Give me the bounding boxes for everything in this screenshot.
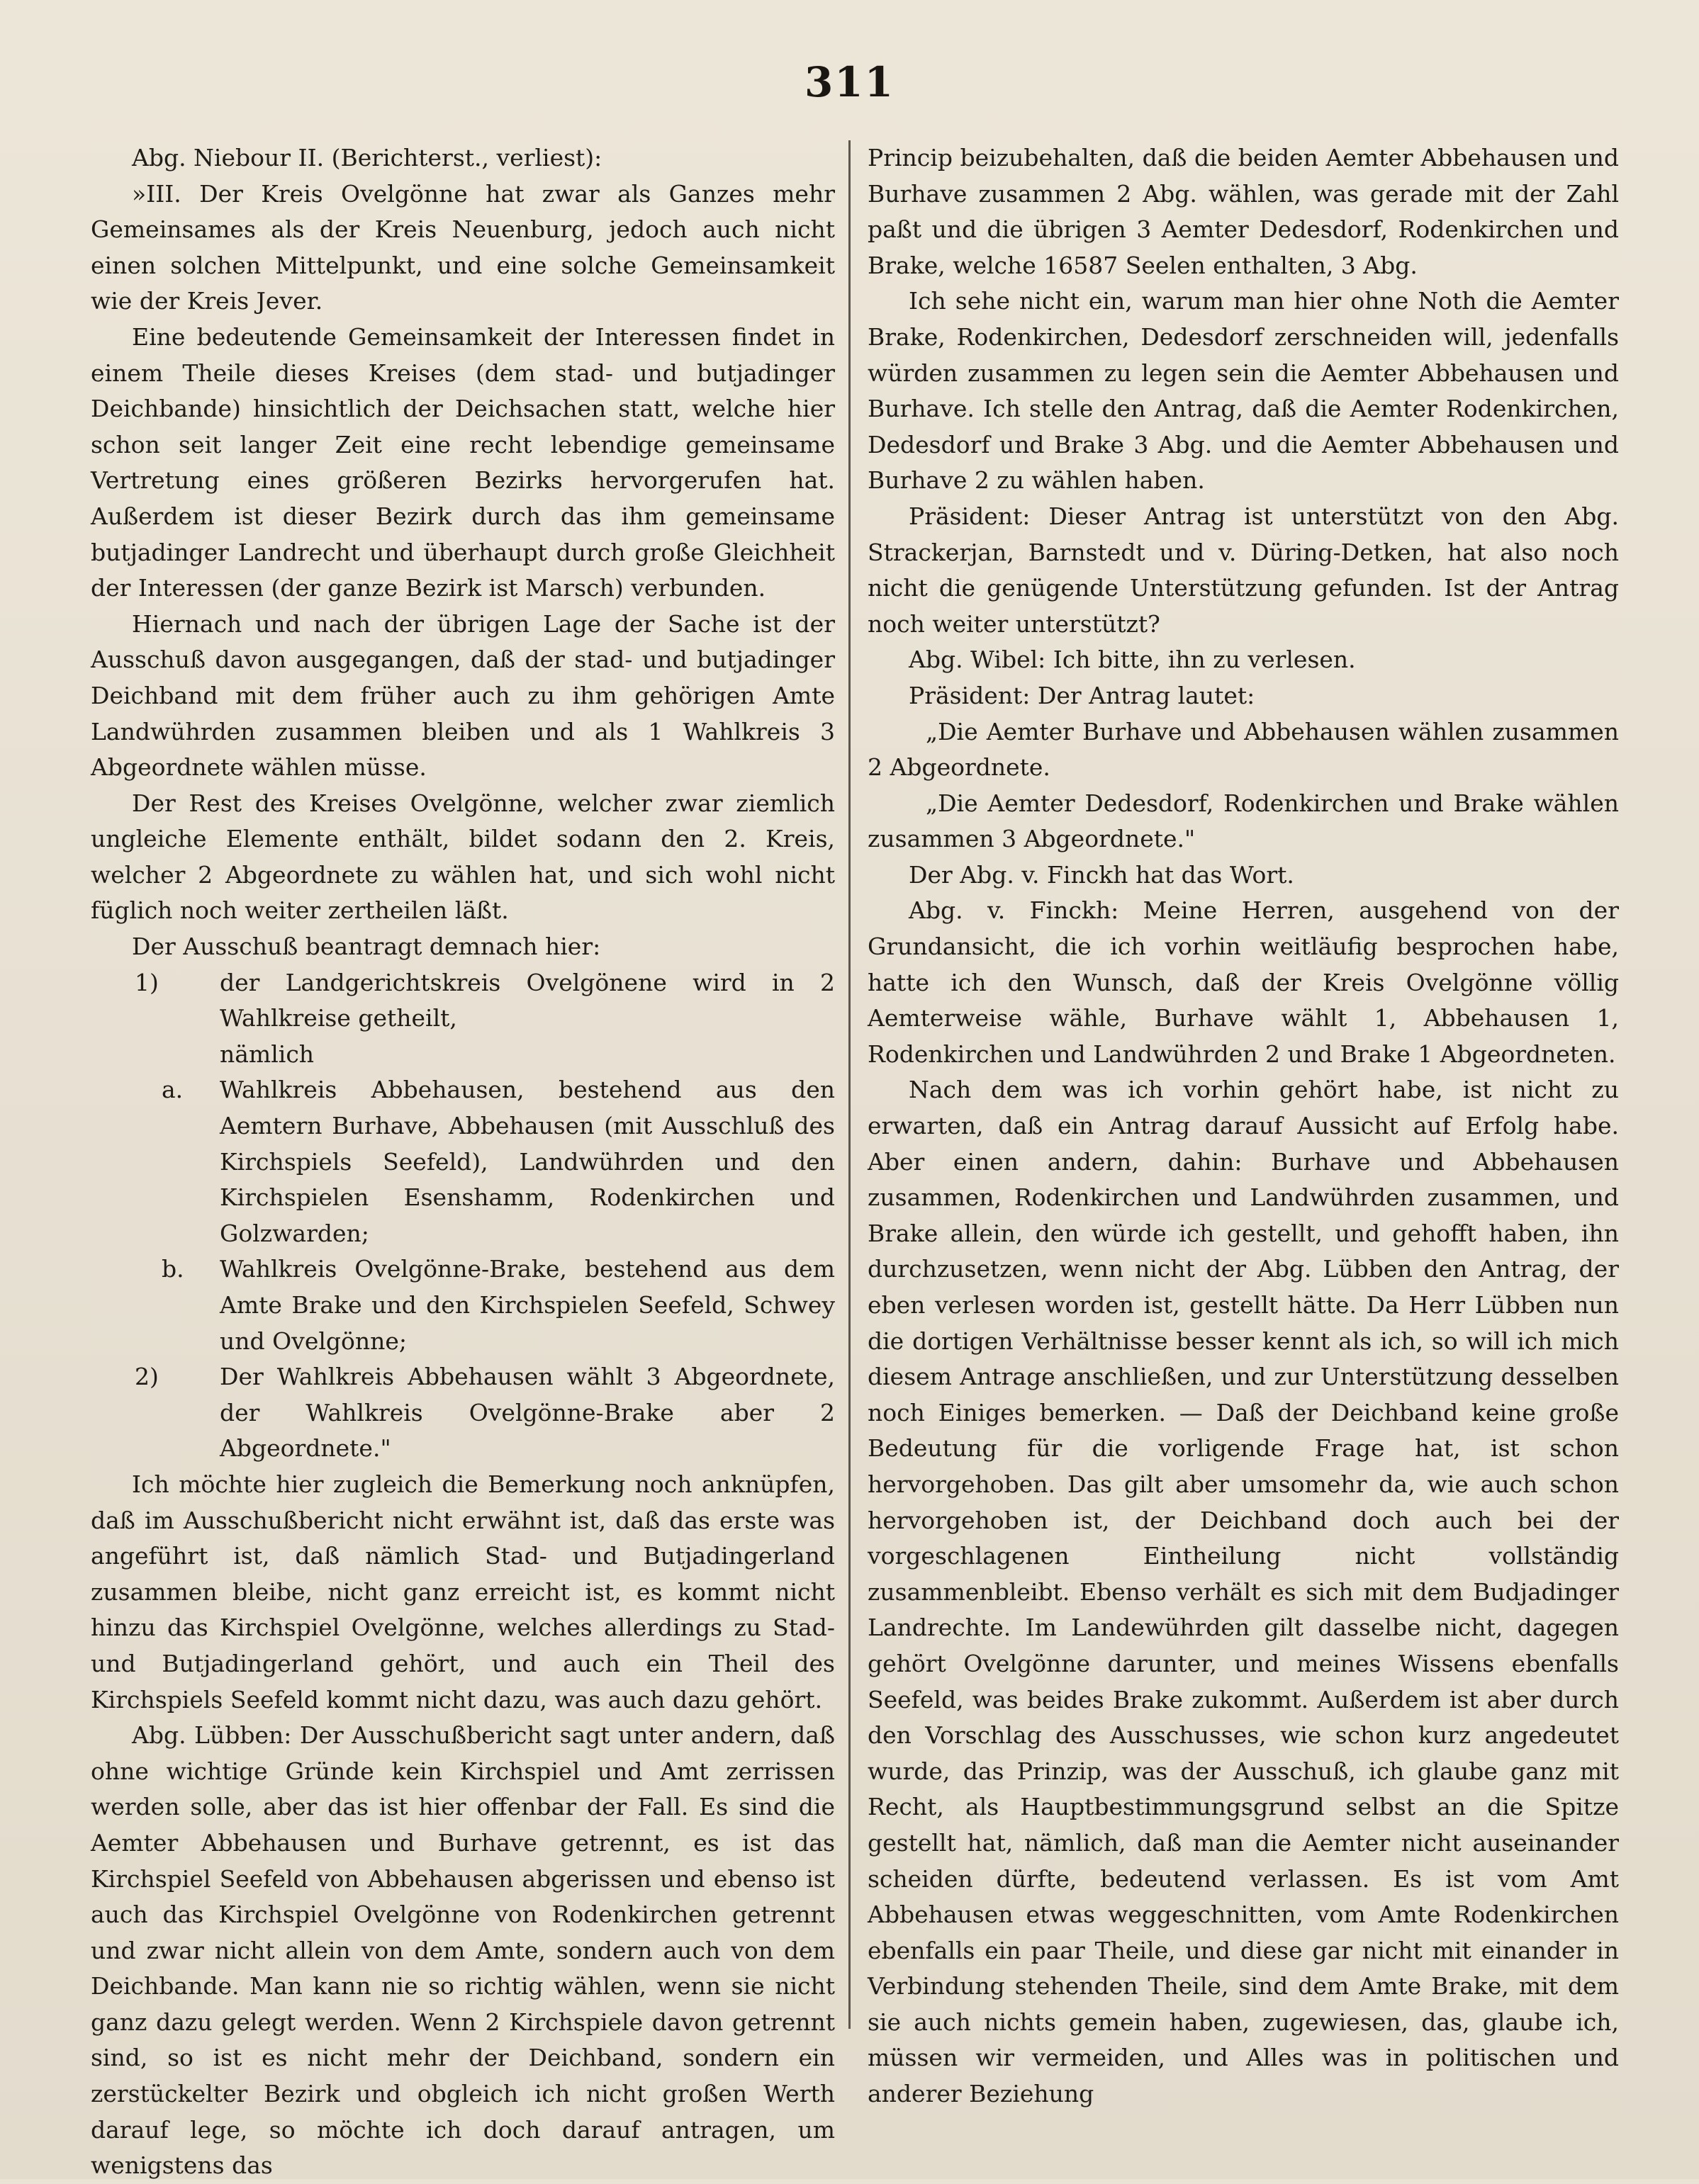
list-item xyxy=(91,1072,835,1251)
list-item xyxy=(91,1251,835,1359)
column-divider xyxy=(848,140,851,2029)
paragraph: Der Ausschuß beantragt demnach hier: xyxy=(132,933,601,961)
paragraph: Abg. Lübben: Der Ausschußbericht sagt unter andern, daß ohne wichtige Gründe kein Kirchspiel und Amt zerrissen werden solle, aber das ist hier offenbar der Fall. Es sind die Aemter Abbehausen und Burhave getrennt, es ist das Kirchspiel Seefeld von Abbehausen abgerissen und ebenso ist auch das Kirchspiel Ovelgönne von Rodenkirchen getrennt und zwar nicht allein von dem Amte, sondern auch von dem Deichbande. Man kann nie so richtig wählen, wenn sie nicht ganz dazu gelegt werden. Wenn 2 Kirchspiele davon getrennt sind, so ist es nicht mehr der Deichband, sondern ein zerstückelter Bezirk und obgleich ich nicht großen Werth darauf lege, so möchte ich doch darauf antragen, um wenigstens das xyxy=(91,1721,835,2180)
paragraph: Ich sehe nicht ein, warum man hier ohne Noth die Aemter Brake, Rodenkirchen, Dedesdorf zerschneiden will, jedenfalls würden zusammen zu legen sein die Aemter Abbehausen und Burhave. Ich stelle den Antrag, daß die Aemter Rodenkirchen, Dedesdorf und Brake 3 Abg. und die Aemter Abbehausen und Burhave 2 zu wählen haben. xyxy=(868,287,1619,495)
paragraph: »III. Der Kreis Ovelgönne hat zwar als Ganzes mehr Gemeinsames als der Kreis Neuenburg, jedoch auch nicht einen solchen Mittelpunkt, und eine solche Gemeinsamkeit wie der Kreis Jever. xyxy=(91,179,835,315)
quoted-motion: „Die Aemter Dedesdorf, Rodenkirchen und Brake wählen zusammen 3 Abgeordnete." xyxy=(868,789,1619,853)
list-marker: a. xyxy=(162,1076,184,1104)
paragraph: Eine bedeutende Gemeinsamkeit der Interessen findet in einem Theile dieses Kreises (dem stad- und butjadinger Deichbande) hinsichtlich der Deichsachen statt, welche hier schon seit langer Zeit eine recht lebendige gemeinsame Vertretung eines größeren Bezirks hervorgerufen hat. Außerdem ist dieser Bezirk durch das ihm gemeinsame butjadinger Landrecht und überhaupt durch große Gleichheit der Interessen (der ganze Bezirk ist Marsch) verbunden. xyxy=(91,322,835,602)
list-item-text: der Landgerichtskreis Ovelgönene wird in 2 Wahlkreise getheilt, xyxy=(220,968,835,1032)
paragraph: Ich möchte hier zugleich die Bemerkung noch anknüpfen, daß im Ausschußbericht nicht erwähnt ist, daß das erste was angeführt ist, daß nämlich Stad- und Butjadingerland zusammen bleibe, nicht ganz erreicht ist, es kommt nicht hinzu das Kirchspiel Ovelgönne, welches allerdings zu Stad- und Butjadingerland gehört, und auch ein Theil des Kirchspiels Seefeld kommt nicht dazu, was auch dazu gehört. xyxy=(91,1470,835,1713)
list-marker: 1) xyxy=(135,968,159,996)
quoted-motion: „Die Aemter Burhave und Abbehausen wählen zusammen 2 Abgeordnete. xyxy=(868,717,1619,782)
paragraph: Princip beizubehalten, daß die beiden Aemter Abbehausen und Burhave zusammen 2 Abg. wählen, was gerade mit der Zahl paßt und die übrigen 3 Aemter Dedesdorf, Rodenkirchen und Brake, welche 16587 Seelen enthalten, 3 Abg. xyxy=(868,144,1619,279)
paragraph: Der Abg. v. Finckh hat das Wort. xyxy=(909,860,1294,889)
list-item xyxy=(91,965,835,1037)
left-column xyxy=(91,140,835,2184)
paragraph: Präsident: Dieser Antrag ist unterstützt von den Abg. Strackerjan, Barnstedt und v. Düring-Detken, hat also noch nicht die genügende Unterstützung gefunden. Ist der Antrag noch weiter unterstützt? xyxy=(868,502,1619,638)
paragraph: Präsident: Der Antrag lautet: xyxy=(909,681,1255,709)
list-item-text: Wahlkreis Abbehausen, bestehend aus den Aemtern Burhave, Abbehausen (mit Ausschluß des Kirchspiels Seefeld), Landwührden und den Kirchspielen Esenshamm, Rodenkirchen und Golzwarden; xyxy=(220,1076,835,1247)
list-item-text: Der Wahlkreis Abbehausen wählt 3 Abgeordnete, der Wahlkreis Ovelgönne-Brake aber 2 Abgeordnete." xyxy=(220,1363,835,1463)
paragraph: nämlich xyxy=(220,1040,315,1068)
paragraph: Abg. Wibel: Ich bitte, ihn zu verlesen. xyxy=(909,646,1356,674)
list-item xyxy=(91,1359,835,1467)
paragraph: Abg. Niebour II. (Berichterst., verliest): xyxy=(132,144,602,171)
paragraph: Der Rest des Kreises Ovelgönne, welcher zwar ziemlich ungleiche Elemente enthält, bildet sodann den 2. Kreis, welcher 2 Abgeordnete zu wählen hat, und sich wohl nicht füglich noch weiter zertheilen läßt. xyxy=(91,789,835,925)
paragraph: Abg. v. Finckh: Meine Herren, ausgehend von der Grundansicht, die ich vorhin weitläufig besprochen habe, hatte ich den Wunsch, daß der Kreis Ovelgönne völlig Aemterweise wähle, Burhave wählt 1, Abbehausen 1, Rodenkirchen und Landwührden 2 und Brake 1 Abgeordneten. xyxy=(868,896,1619,1068)
paragraph: Hiernach und nach der übrigen Lage der Sache ist der Ausschuß davon ausgegangen, daß der stad- und butjadinger Deichband mit dem früher auch zu ihm gehörigen Amte Landwührden zusammen bleiben und als 1 Wahlkreis 3 Abgeordnete wählen müsse. xyxy=(91,609,835,782)
list-marker: 2) xyxy=(135,1363,159,1391)
right-column xyxy=(868,140,1619,2112)
list-marker: b. xyxy=(162,1255,184,1283)
paragraph: Nach dem was ich vorhin gehört habe, ist nicht zu erwarten, daß ein Antrag darauf Aussicht auf Erfolg habe. Aber einen andern, dahin: Burhave und Abbehausen zusammen, Rodenkirchen und Landwührden zusammen, und Brake allein, den würde ich gestellt, und gehofft haben, ihn durchzusetzen, wenn nicht der Abg. Lübben den Antrag, der eben verlesen worden ist, gestellt hätte. Da Herr Lübben nun die dortigen Verhältnisse besser kennt als ich, so will ich mich diesem Antrage anschließen, und zur Unterstützung desselben noch Einiges bemerken. — Daß der Deichband keine große Bedeutung für die vorligende Frage hat, ist schon hervorgehoben. Das gilt aber umsomehr da, wie auch schon hervorgehoben ist, der Deichband doch auch bei der vorgeschlagenen Eintheilung nicht vollständig zusammenbleibt. Ebenso verhält es sich mit dem Budjadinger Landrechte. Im Landewührden gilt dasselbe nicht, dagegen gehört Ovelgönne darunter, und meines Wissens ebenfalls Seefeld, was beides Brake zukommt. Außerdem ist aber durch den Vorschlag des Ausschusses, wie schon kurz angedeutet wurde, das Prinzip, was der Ausschuß, ich glaube ganz mit Recht, als Hauptbestimmungsgrund selbst an die Spitze gestellt hat, nämlich, daß man die Aemter nicht auseinander scheiden dürfte, bedeutend verlassen. Es ist vom Amt Abbehausen etwas weggeschnitten, vom Amte Rodenkirchen ebenfalls ein paar Theile, und diese gar nicht mit einander in Verbindung stehenden Theile, sind dem Amte Brake, mit dem sie auch nichts gemein haben, zugewiesen, das, glaube ich, müssen wir vermeiden, und Alles was in politischen und anderer Beziehung xyxy=(868,1076,1619,2108)
list-item-text: Wahlkreis Ovelgönne-Brake, bestehend aus dem Amte Brake und den Kirchspielen Seefeld, Schwey und Ovelgönne; xyxy=(220,1255,835,1355)
page-number: 311 xyxy=(804,58,895,106)
